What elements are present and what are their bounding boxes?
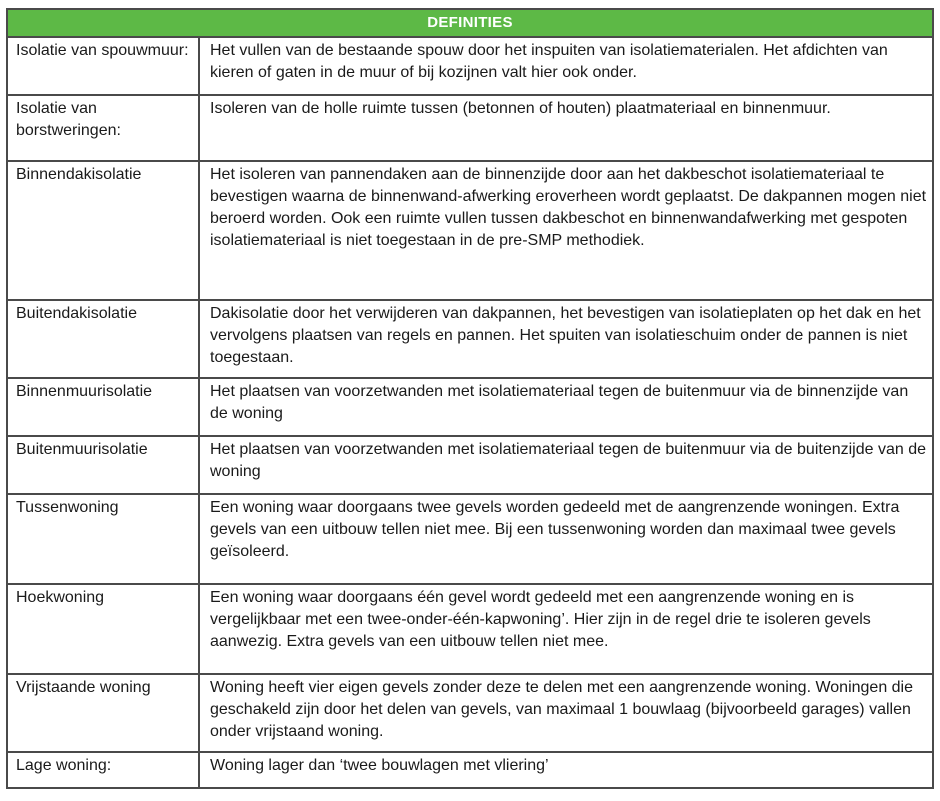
- table-row: [7, 300, 933, 378]
- definition-cell: Het plaatsen van voorzetwanden met isolatiemateriaal tegen de buitenmuur via de binnenzijde van de woning: [199, 378, 933, 436]
- definition-cell: Het isoleren van pannendaken aan de binnenzijde door aan het dakbeschot isolatiemateriaal te bevestigen waarna de binnenwand-afwerking eroverheen wordt geplaatst. De dakpannen mogen niet beroerd worden. Ook een ruimte vullen tussen dakbeschot en binnenwandafwerking met gespoten isolatiemateriaal is niet toegestaan in de pre-SMP methodiek.: [199, 161, 933, 300]
- table-row: [7, 674, 933, 752]
- term-cell: Binnendakisolatie: [7, 161, 199, 300]
- definition-cell: Het vullen van de bestaande spouw door het inspuiten van isolatiematerialen. Het afdichten van kieren of gaten in de muur of bij kozijnen valt hier ook onder.: [199, 37, 933, 95]
- term-cell: Hoekwoning: [7, 584, 199, 674]
- table-row: [7, 95, 933, 161]
- definition-cell: Woning heeft vier eigen gevels zonder deze te delen met een aangrenzende woning. Woningen die geschakeld zijn door het delen van gevels, van maximaal 1 bouwlaag (bijvoorbeeld garages) vallen onder vrijstaand woning.: [199, 674, 933, 752]
- definition-cell: Dakisolatie door het verwijderen van dakpannen, het bevestigen van isolatieplaten op het dak en het vervolgens plaatsen van regels en pannen. Het spuiten van isolatieschuim onder de pannen is niet toegestaan.: [199, 300, 933, 378]
- term-cell: Binnenmuurisolatie: [7, 378, 199, 436]
- term-cell: Buitendakisolatie: [7, 300, 199, 378]
- term-cell: Buitenmuurisolatie: [7, 436, 199, 494]
- table-row: [7, 436, 933, 494]
- table-row: [7, 584, 933, 674]
- definition-cell: Woning lager dan ‘twee bouwlagen met vliering’: [199, 752, 933, 788]
- table-title: DEFINITIES: [7, 9, 933, 37]
- term-cell: Tussenwoning: [7, 494, 199, 584]
- definition-cell: Een woning waar doorgaans twee gevels worden gedeeld met de aangrenzende woningen. Extra gevels van een uitbouw tellen niet mee. Bij een tussenwoning worden dan maximaal twee gevels geïsoleerd.: [199, 494, 933, 584]
- term-cell: Lage woning:: [7, 752, 199, 788]
- table-row: [7, 161, 933, 300]
- definition-cell: Het plaatsen van voorzetwanden met isolatiemateriaal tegen de buitenmuur via de buitenzijde van de woning: [199, 436, 933, 494]
- table-row: [7, 752, 933, 788]
- table-row: [7, 37, 933, 95]
- term-cell: Isolatie van borstweringen:: [7, 95, 199, 161]
- header-row: [7, 9, 933, 37]
- term-cell: Vrijstaande woning: [7, 674, 199, 752]
- table-row: [7, 378, 933, 436]
- definition-cell: Isoleren van de holle ruimte tussen (betonnen of houten) plaatmateriaal en binnenmuur.: [199, 95, 933, 161]
- definitions-table: [6, 8, 934, 789]
- term-cell: Isolatie van spouwmuur:: [7, 37, 199, 95]
- definition-cell: Een woning waar doorgaans één gevel wordt gedeeld met een aangrenzende woning en is vergelijkbaar met een twee-onder-één-kapwoning’. Hier zijn in de regel drie te isoleren gevels aanwezig. Extra gevels van een uitbouw tellen niet mee.: [199, 584, 933, 674]
- table-row: [7, 494, 933, 584]
